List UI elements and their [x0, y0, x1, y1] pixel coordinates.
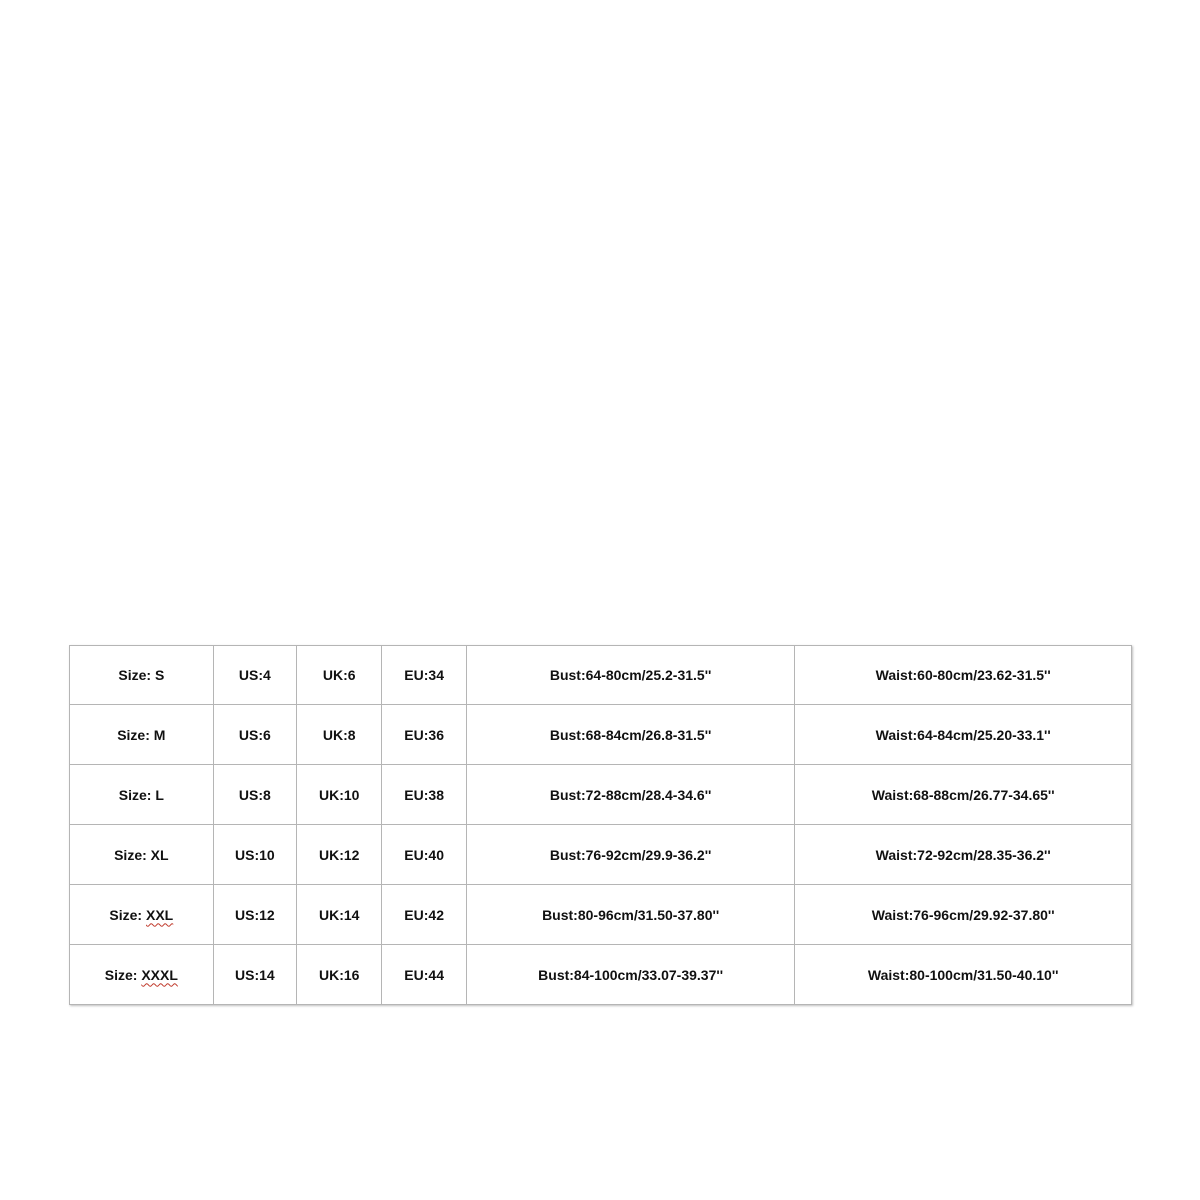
bust-cell: Bust:76-92cm/29.9-36.2''	[466, 825, 795, 885]
us-size-cell: US:8	[213, 765, 296, 825]
bust-cell: Bust:80-96cm/31.50-37.80''	[466, 885, 795, 945]
waist-cell: Waist:64-84cm/25.20-33.1''	[795, 705, 1132, 765]
eu-size-cell: EU:42	[382, 885, 466, 945]
spellcheck-marked-text: XXXL	[141, 966, 178, 983]
table-row	[70, 885, 1132, 945]
eu-size-cell: EU:36	[382, 705, 466, 765]
eu-size-cell: EU:40	[382, 825, 466, 885]
us-size-cell: US:4	[213, 646, 296, 705]
us-size-cell: US:6	[213, 705, 296, 765]
uk-size-cell: UK:10	[297, 765, 382, 825]
size-cell: Size: L	[70, 765, 214, 825]
bust-cell: Bust:64-80cm/25.2-31.5''	[466, 646, 795, 705]
us-size-cell: US:12	[213, 885, 296, 945]
table-row	[70, 646, 1132, 705]
table-row	[70, 705, 1132, 765]
table-row	[70, 765, 1132, 825]
bust-cell: Bust:72-88cm/28.4-34.6''	[466, 765, 795, 825]
size-cell: Size: XL	[70, 825, 214, 885]
size-cell: Size: S	[70, 646, 214, 705]
bust-cell: Bust:84-100cm/33.07-39.37''	[466, 945, 795, 1005]
waist-cell: Waist:68-88cm/26.77-34.65''	[795, 765, 1132, 825]
eu-size-cell: EU:44	[382, 945, 466, 1005]
spellcheck-marked-text: XXL	[146, 906, 174, 923]
uk-size-cell: UK:16	[297, 945, 382, 1005]
waist-cell: Waist:80-100cm/31.50-40.10''	[795, 945, 1132, 1005]
table-row	[70, 945, 1132, 1005]
eu-size-cell: EU:34	[382, 646, 466, 705]
uk-size-cell: UK:12	[297, 825, 382, 885]
uk-size-cell: UK:6	[297, 646, 382, 705]
us-size-cell: US:10	[213, 825, 296, 885]
table-row	[70, 825, 1132, 885]
size-cell: Size: XXXL	[70, 945, 214, 1005]
us-size-cell: US:14	[213, 945, 296, 1005]
waist-cell: Waist:76-96cm/29.92-37.80''	[795, 885, 1132, 945]
waist-cell: Waist:60-80cm/23.62-31.5''	[795, 646, 1132, 705]
waist-cell: Waist:72-92cm/28.35-36.2''	[795, 825, 1132, 885]
size-chart-table	[69, 645, 1132, 1005]
uk-size-cell: UK:8	[297, 705, 382, 765]
eu-size-cell: EU:38	[382, 765, 466, 825]
size-cell: Size: M	[70, 705, 214, 765]
uk-size-cell: UK:14	[297, 885, 382, 945]
bust-cell: Bust:68-84cm/26.8-31.5''	[466, 705, 795, 765]
size-cell: Size: XXL	[70, 885, 214, 945]
